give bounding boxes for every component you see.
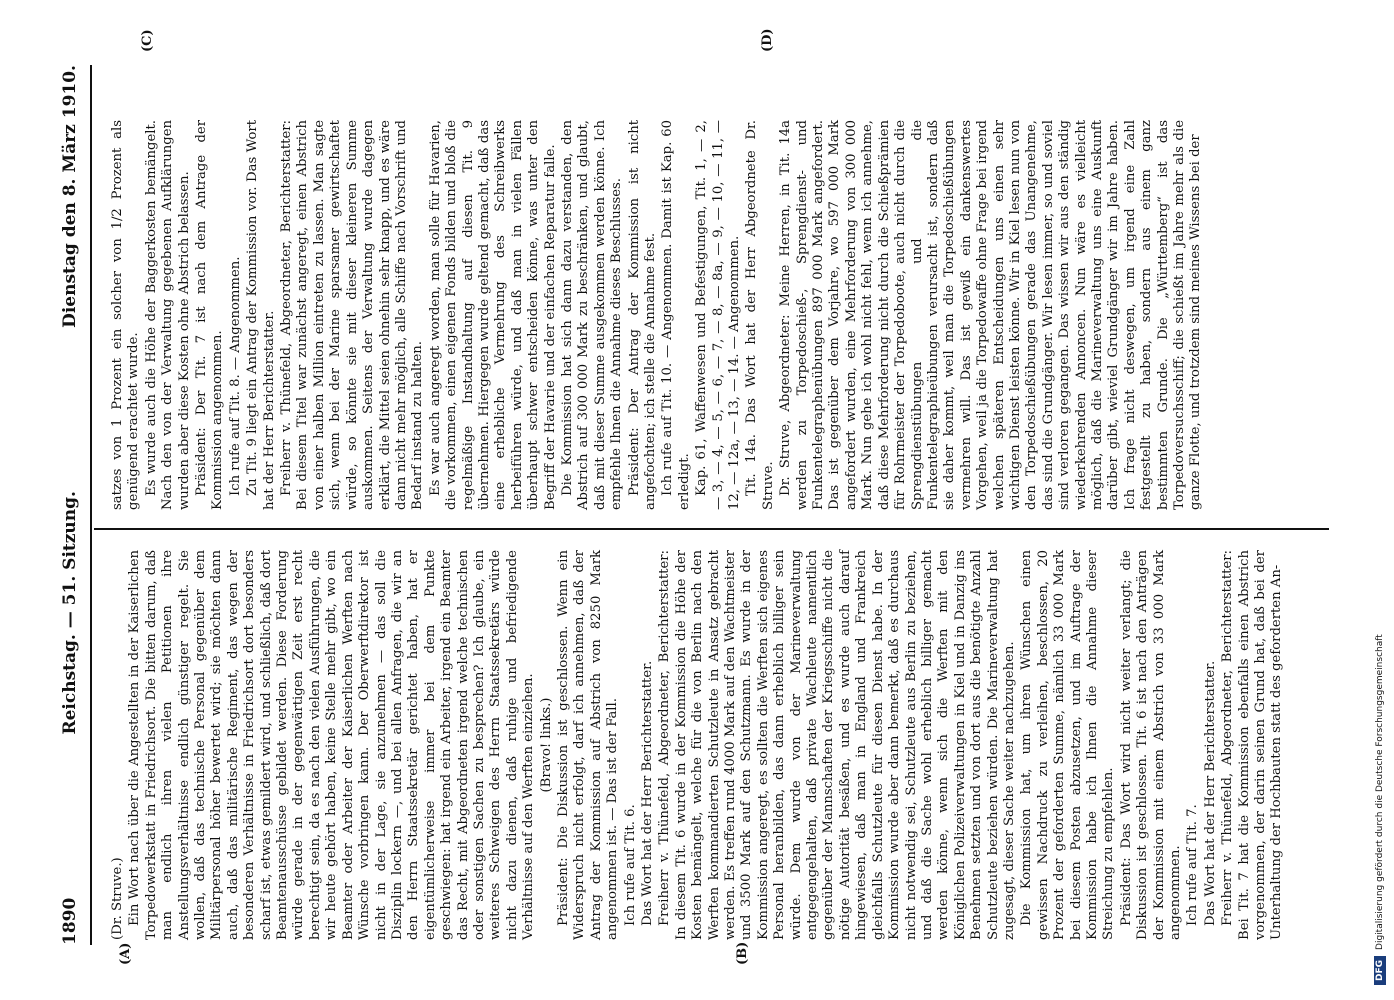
column-separator	[94, 528, 1329, 530]
paragraph: Präsident: Die Diskussion ist geschlossen. Wenn ein Widerspruch nicht erfolgt, darf ich annehmen, daß der Antrag der Kommission auf Abstrich von 8250 Mark angenommen ist. — Das ist der Fall.	[555, 550, 621, 940]
paragraph: Freiherr v. Thünefeld, Abgeordneter, Berichterstatter: Bei diesem Titel war zunächst angeregt, einen Abstrich von einer halben Million eintreten zu lassen. Man sagte sich, wenn bei der Marine sparsamer gewirtschaftet würde, so könnte sie mit dieser kleineren Summe auskommen. Seitens der Verwaltung wurde dagegen erklärt, die Mittel seien ohnehin sehr knapp, und es wäre dann nicht mehr möglich, alle Schiffe nach Vorschrift und Bedarf instand zu halten.	[279, 120, 426, 510]
margin-marker-a: (A)	[118, 942, 133, 965]
paragraph: Tit. 14a. Das Wort hat der Herr Abgeordnete Dr. Struve.	[744, 120, 776, 510]
paragraph: Zu Tit. 9 liegt ein Antrag der Kommission vor. Das Wort hat der Herr Berichterstatter.	[245, 120, 277, 510]
paragraph: Ich rufe auf Tit. 8. — Angenommen.	[227, 256, 243, 496]
paragraph: Die Kommission hat, um ihren Wünschen einen gewissen Nachdruck zu verleihen, beschlossen, 20 Prozent der geforderten Summe, nämlich 33 000 Mark bei diesem Posten abzusetzen, und im Auftrage der Kommission habe ich Ihnen die Annahme dieser Streichung zu empfehlen.	[1019, 550, 1117, 940]
paragraph: Ein Wort nach über die Angestellten in der Kaiserlichen Torpedowerkstatt in Friedrichsort. Die bitten darum, daß man endlich ihren vielen Petitionen ihre Anstellungsverhältnisse endlich günstiger regelt. Sie wollen, daß das technische Personal gegenüber dem Militärpersonal höher bewertet wird; sie möchten dann auch, daß das militärische Regiment, das wegen der besonderen Verhältnisse in Friedrichsort dort besonders scharf ist, etwas gemildert wird, und schließlich, daß dort Beamtenausschüsse gebildet werden. Diese Forderung würde gerade in der gegenwärtigen Zeit erst recht berechtigt sein, da es nach den vielen Ausführungen, die wir heute gehört haben, keine Stelle mehr gibt, wo ein Beamter oder Arbeiter der Kaiserlichen Werften nach Wünsche vorbringen kann. Der Oberwerftdirektor ist nicht in der Lage, sie anzunehmen — das soll die Disziplin lockern —, und bei allen Anfragen, die wir an den Herrn Staatssekretär gerichtet haben, hat er eigentümlicherweise immer bei dem Punkte geschwiegen: hat irgend ein Arbeiter, irgend ein Beamter das Recht, mit Abgeordneten irgend welche technischen oder sonstigen Sachen zu besprechen? Ich glaube, ein weiteres Schweigen des Herrn Staatssekretärs würde nicht dazu dienen, daß ruhige und befriedigende Verhältnisse auf den Werften einziehen.	[127, 550, 537, 940]
header-rule	[90, 65, 92, 945]
paragraph: Freiherr v. Thünefeld, Abgeordneter, Berichterstatter: In diesem Tit. 6 wurde in der Kommission die Höhe der Kosten bemängelt, welche für die von Berlin nach den Werften kommandierten Schutzleute in Ansatz gebracht werden. Es treffen rund 4000 Mark auf den Wachtmeister und 3500 Mark auf den Schutzmann. Es wurde in der Kommission angeregt, es sollten die Werften sich eigenes Personal heranbilden, das dann erheblich billiger sein würde. Dem wurde von der Marineverwaltung entgegengehalten, daß private Wachleute namentlich gegenüber der Mannschaften der Kriegsschiffe nicht die nötige Autorität besäßen, und es wurde auch darauf hingewiesen, daß man in England und Frankreich gleichfalls Schutzleute für diesen Dienst habe. In der Kommission wurde aber dann bemerkt, daß es durchaus nicht notwendig sei, Schutzleute aus Berlin zu beziehen, und daß die Sache wohl erheblich billiger gemacht werden könne, wenn sich die Werften mit den Königlichen Polizeiverwaltungen in Kiel und in Danzig ins Benehmen setzten und von dort aus die benötigte Anzahl Schutzleute beziehen würden. Die Marineverwaltung hat zugesagt, dieser Sache weiter nachzugehen.	[657, 550, 1017, 940]
paragraph: Die Kommission hat sich dann dazu verstanden, den Abstrich auf 300 000 Mark zu beschränken, und glaubt, daß mit dieser Summe ausgekommen werden könne. Ich empfehle Ihnen die Annahme dieses Beschlusses.	[559, 120, 625, 510]
running-header	[52, 65, 88, 945]
dfg-credit-text	[1374, 5, 1394, 985]
paragraph: Es war auch angeregt worden, man solle für Havarien, die vorkommen, einen eigenen Fonds bilden und bloß die regelmäßige Instandhaltung auf diesen Tit. 9 übernehmen. Hiergegen wurde geltend gemacht, daß das eine erhebliche Vermehrung des Schreibwerks herbeiführen würde, und daß man in vielen Fällen überhaupt schwer entscheiden könne, was unter den Begriff der Havarie und der einfachen Reparatur falle.	[427, 120, 558, 510]
paragraph: Ich rufe auf Tit. 10. — Angenommen. Damit ist Kap. 60 erledigt.	[660, 120, 692, 510]
paragraph: Es wurde auch die Höhe der Baggerkosten bemängelt. Nach den von der Verwaltung gegebenen Aufklärungen wurden aber diese Kosten ohne Abstrich belassen.	[143, 120, 192, 510]
left-column	[110, 550, 1320, 940]
paragraph: Freiherr v. Thünefeld, Abgeordneter, Berichterstatter: Bei Tit. 7 hat die Kommission ebenfalls einen Abstrich vorgenommen, der darin seinen Grund hat, daß bei der Unterhaltung der Hochbauten statt des geforderten An-	[1220, 550, 1285, 940]
session-date: Dienstag den 8. März 1910.	[60, 65, 80, 328]
dfg-logo: DFG	[1374, 956, 1386, 985]
interjection: (Bravo! links.)	[538, 697, 554, 793]
session-title: Reichstag. — 51. Sitzung.	[60, 491, 80, 735]
dfg-credit-label: Digitalisierung gefördert durch die Deutsche Forschungsgemeinschaft	[1375, 634, 1385, 950]
paragraph: Präsident: Das Wort wird nicht weiter verlangt; die Diskussion ist geschlossen. Tit. 6 ist nach den Anträgen der Kommission mit einem Abstrich von 33 000 Mark angenommen.	[1118, 550, 1183, 940]
paragraph: Ich rufe auf Tit. 7.	[1185, 804, 1201, 926]
speaker-continuation: (Dr. Struve.)	[110, 857, 125, 940]
right-column	[110, 120, 1320, 510]
paragraph: satzes von 1 Prozent ein solcher von 1/2 Prozent als genügend erachtet wurde.	[110, 120, 142, 510]
margin-marker-c: (C)	[140, 29, 155, 52]
paragraph: Das Wort hat der Herr Berichterstatter.	[640, 660, 655, 926]
paragraph: Kap. 61, Waffenwesen und Befestigungen, Tit. 1, — 2, — 3, — 4, — 5, — 6, — 7, — 8, — 8a, — 9, — 10, — 11, — 12, — 12a, — 13, — 14. — Angenommen.	[694, 120, 743, 510]
paragraph: Dr. Struve, Abgeordneter: Meine Herren, in Tit. 14a werden zu Torpedoschieß-, Sprengdienst- und Funkentelegraphenübungen 897 000 Mark angefordert. Das ist gegenüber dem Vorjahre, wo 597 000 Mark angefordert wurden, eine Mehrforderung von 300 000 Mark. Nun gehe ich wohl nicht fehl, wenn ich annehme, daß diese Mehrforderung nicht durch die Schießprämien für Rohrmeister der Torpedoboote, auch nicht durch die Sprengdienstübungen und die Funkentelegraphieübungen verursacht ist, sondern daß sie daher kommt, weil man die Torpedoschießübungen vermehren will. Das ist gewiß ein dankenswertes Vorgehen, weil ja die Torpedowaffe ohne Frage bei irgend welchen späteren Entscheidungen uns einen sehr wichtigen Dienst leisten könne. Wir in Kiel lesen nun von den Torpedoschießübungen gerade das Unangenehme, das sind die Grundgänger. Wir lesen immer, so und soviel sind verloren gegangen. Das wissen wir aus den ständig wiederkehrenden Annoncen. Nun wäre es vielleicht möglich, daß die Marineverwaltung uns eine Auskunft darüber gibt, wieviel Grundgänger wir im Jahre haben. Ich frage nicht deswegen, um irgend eine Zahl festgestellt zu haben, sondern aus einem ganz bestimmten Grunde. Die „Württemberg“ ist das Torpedoversuchsschiff; die schießt im Jahre mehr als die ganze Flotte, und trotzdem sind meines Wissens bei der	[778, 120, 1204, 510]
dfg-credit	[1350, 10, 1385, 990]
margin-marker-d: (D)	[760, 28, 775, 52]
paragraph: Ich rufe auf Tit. 6.	[622, 804, 638, 926]
paragraph: Präsident: Der Antrag der Kommission ist nicht angefochten; ich stelle die Annahme fest.	[626, 120, 658, 510]
page-number: 1890	[60, 897, 80, 945]
margin-marker-b: (B)	[735, 941, 750, 965]
paragraph: Präsident: Der Tit. 7 ist nach dem Antrage der Kommission angenommen.	[194, 120, 226, 510]
paragraph: Das Wort hat der Herr Berichterstatter.	[1202, 660, 1218, 926]
